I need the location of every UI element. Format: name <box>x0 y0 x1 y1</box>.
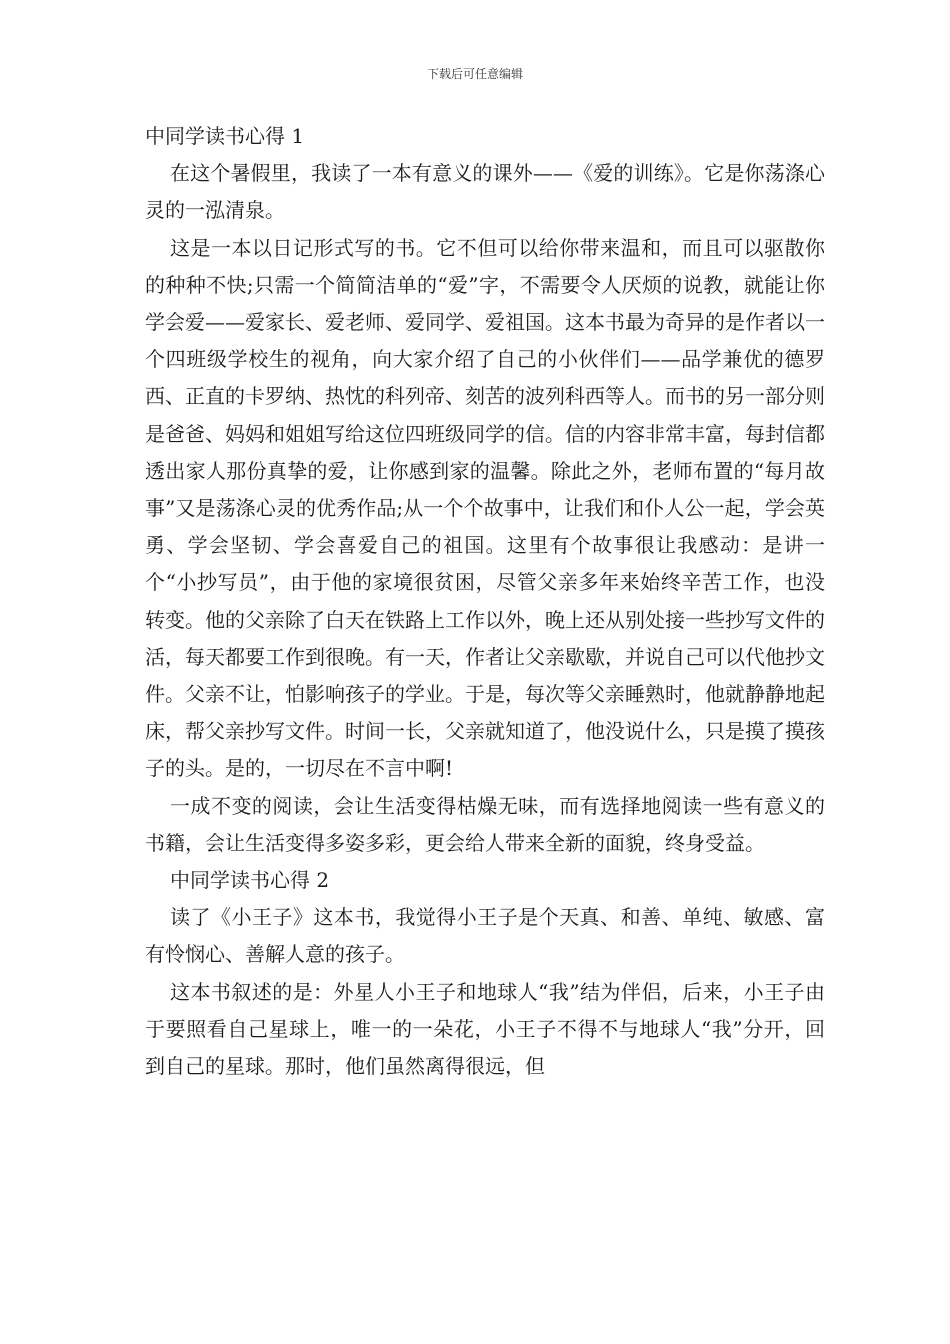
article-1-title: 中同学读书心得 1 <box>145 124 305 148</box>
article-1-paragraph-2: 这是一本以日记形式写的书。它不但可以给你带来温和，而且可以驱散你的种种不快;只需一个简简洁单的“爱”字，不需要令人厌烦的说教，就能让你学会爱——爱家长、爱老师、爱同学、爱祖国。这本书最为奇异的是作者以一个四班级学校生的视角，向大家介绍了自己的小伙伴们——品学兼优的德罗西、正直的卡罗纳、热忱的科列帝、刻苦的波列科西等人。而书的另一部分则是爸爸、妈妈和姐姐写给这位四班级同学的信。信的内容非常丰富，每封信都透出家人那份真挚的爱，让你感到家的温馨。除此之外，老师布置的“每月故事”又是荡涤心灵的优秀作品;从一个个故事中，让我们和仆人公一起，学会英勇、学会坚韧、学会喜爱自己的祖国。这里有个故事很让我感动：是讲一个“小抄写员”，由于他的家境很贫困，尽管父亲多年来始终辛苦工作，也没转变。他的父亲除了白天在铁路上工作以外，晚上还从别处接一些抄写文件的活，每天都要工作到很晚。有一天，作者让父亲歇歇，并说自己可以代他抄文件。父亲不让，怕影响孩子的学业。于是，每次等父亲睡熟时，他就静静地起床，帮父亲抄写文件。时间一长，父亲就知道了，他没说什么，只是摸了摸孩子的头。是的，一切尽在不言中啊! <box>145 235 825 781</box>
article-2-paragraph-2: 这本书叙述的是：外星人小王子和地球人“我”结为伴侣，后来，小王子由于要照看自己星球上，唯一的一朵花，小王子不得不与地球人“我”分开，回到自己的星球。那时，他们虽然离得很远，但 <box>145 979 825 1079</box>
page-header: 下载后可任意编辑 <box>426 67 523 81</box>
article-2-title: 中同学读书心得 2 <box>170 868 330 893</box>
article-1-paragraph-1: 在这个暑假里，我读了一本有意义的课外——《爱的训练》。它是你荡涤心灵的一泓清泉。 <box>145 161 825 223</box>
article-1-paragraph-3: 一成不变的阅读，会让生活变得枯燥无味，而有选择地阅读一些有意义的书籍，会让生活变得多姿多彩，更会给人带来全新的面貌，终身受益。 <box>145 793 825 855</box>
document-body <box>145 118 825 1085</box>
article-2-paragraph-1: 读了《小王子》这本书，我觉得小王子是个天真、和善、单纯、敏感、富有怜悯心、善解人意的孩子。 <box>145 905 825 967</box>
